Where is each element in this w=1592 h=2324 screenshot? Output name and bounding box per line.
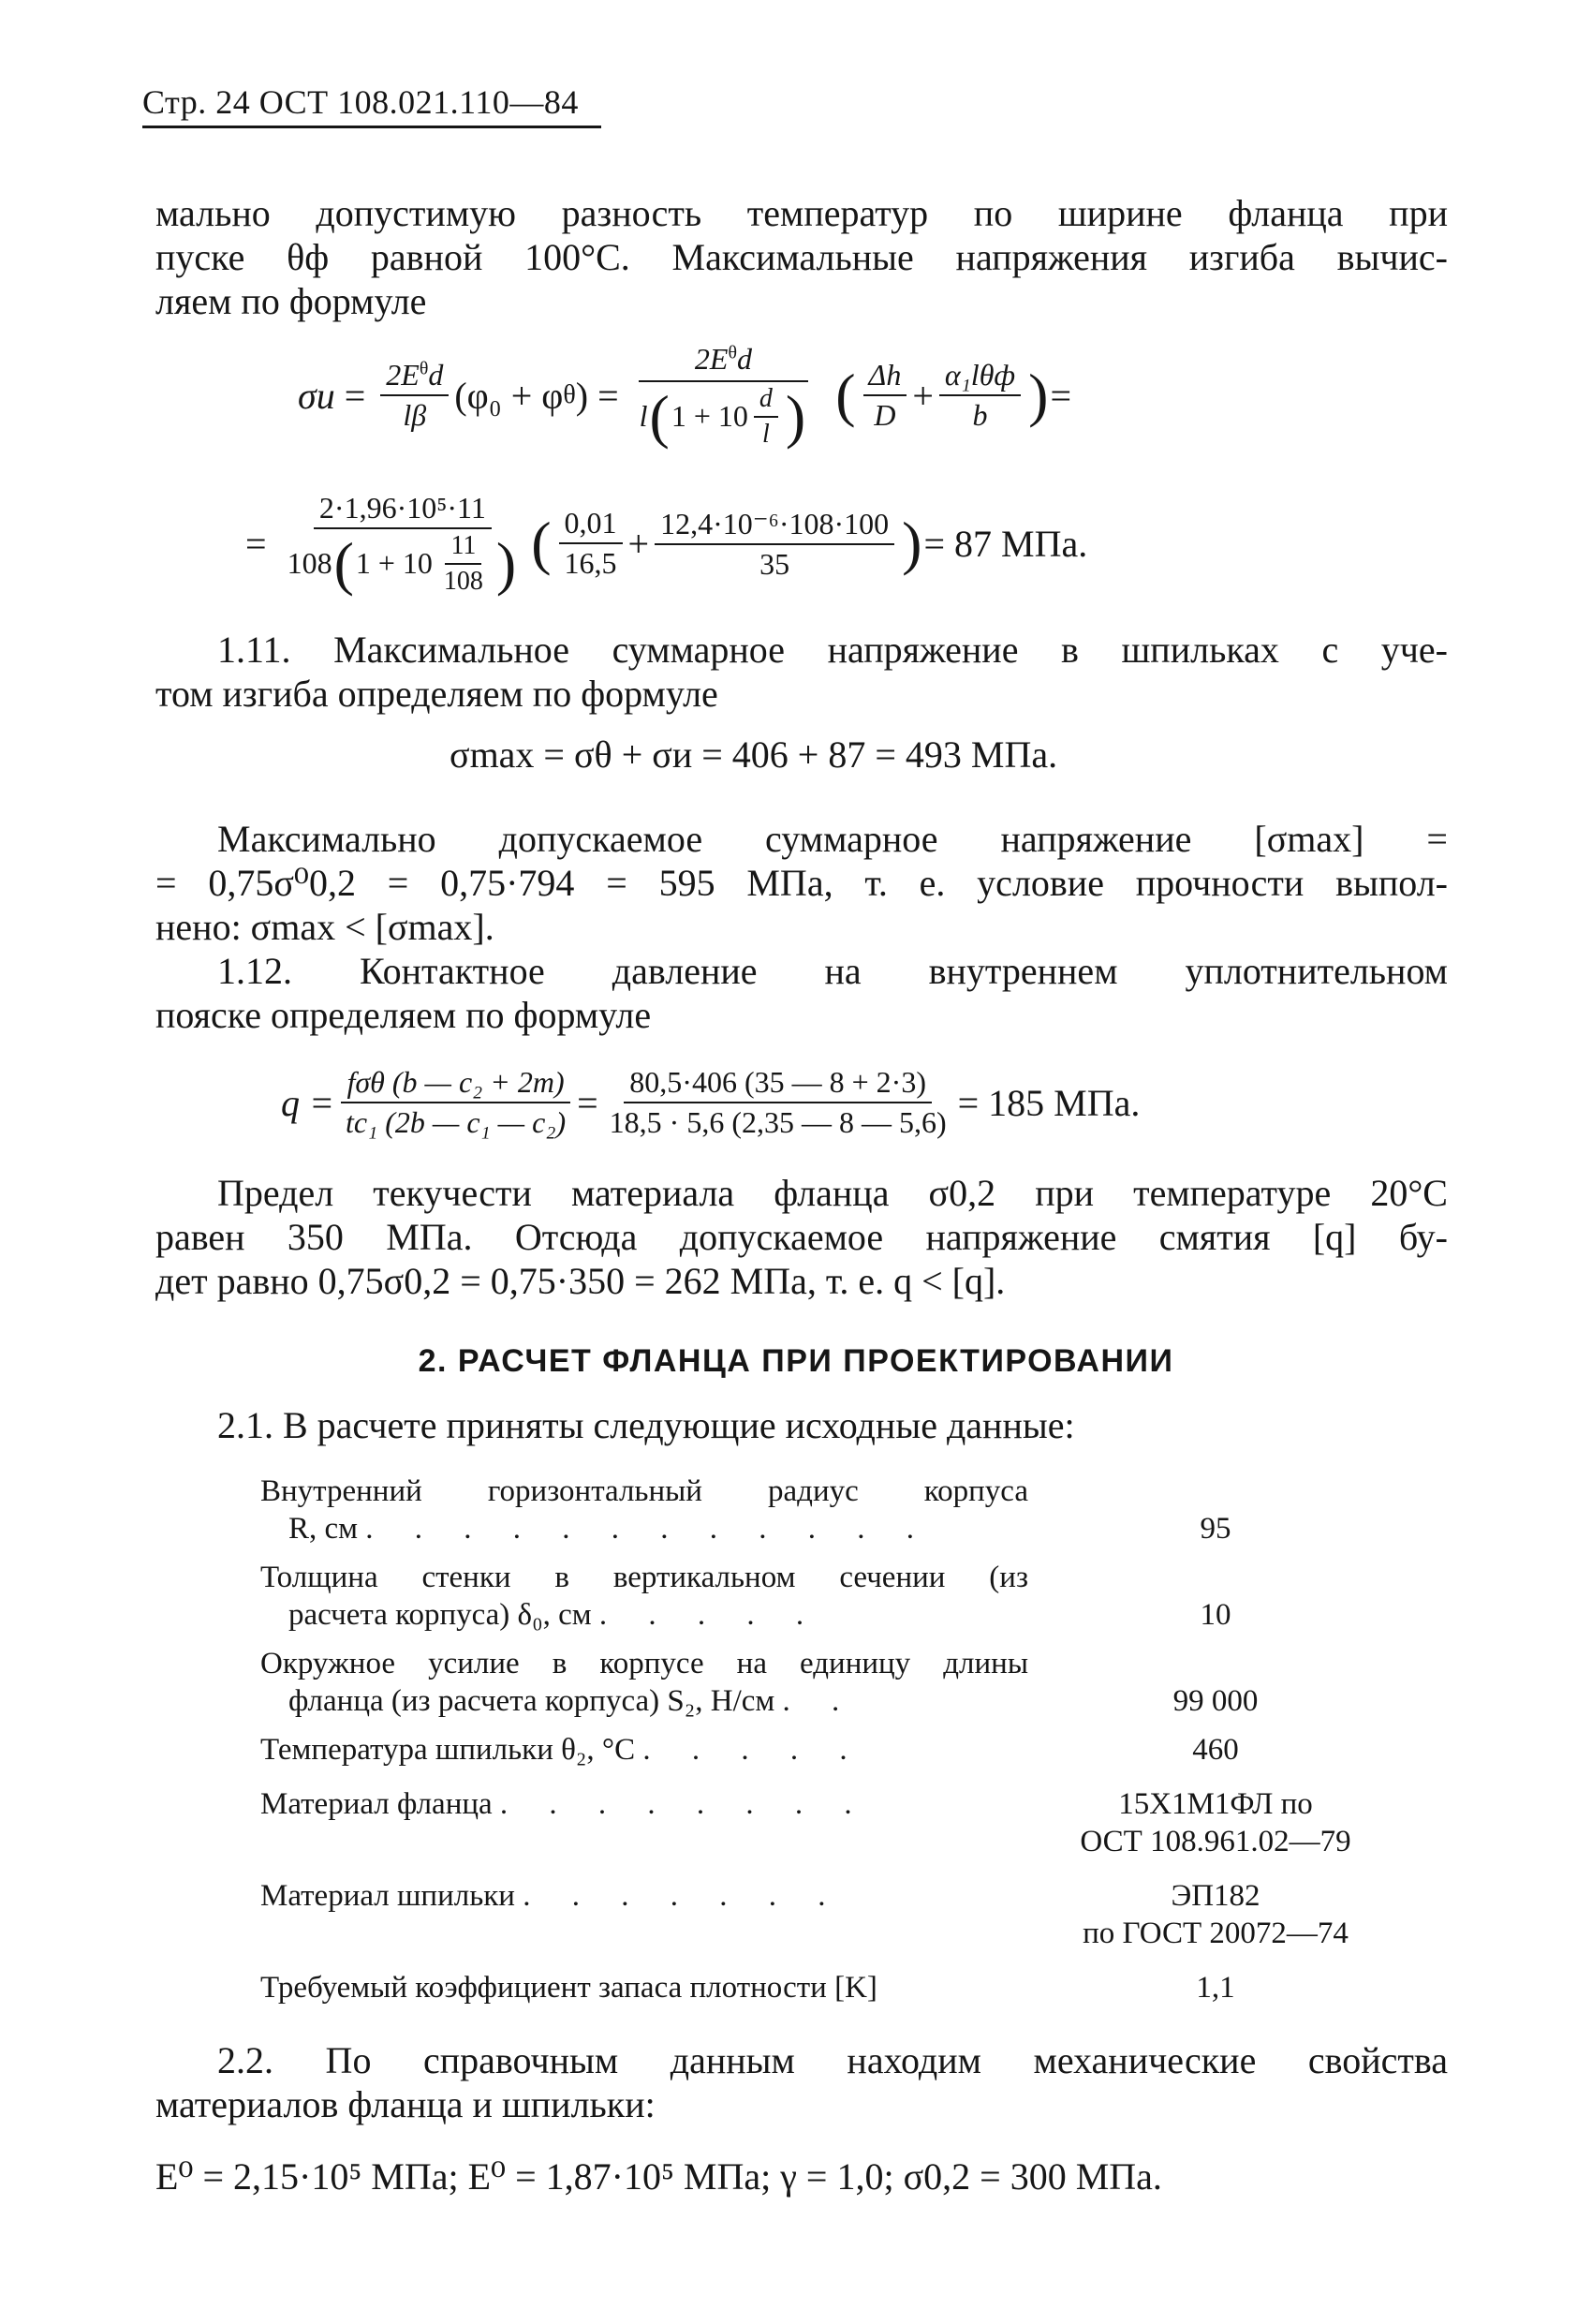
paragraph-1-11-line-1: 1.11. Максимальное суммарное напряжение в шпильках с уче- bbox=[217, 629, 1448, 671]
header-underline bbox=[142, 126, 601, 128]
paragraph-yield-line-3: дет равно 0,75σ0,2 = 0,75·350 = 262 МПа, т. е. q < [q]. bbox=[155, 1260, 1006, 1302]
section-2-title: 2. РАСЧЕТ ФЛАНЦА ПРИ ПРОЕКТИРОВАНИИ bbox=[418, 1343, 1174, 1379]
paragraph-max-line-1: Максимально допускаемое суммарное напряжение [σmax] = bbox=[217, 818, 1448, 860]
paragraph-2-2-line-2: материалов фланца и шпильки: bbox=[155, 2083, 656, 2125]
formula-max-stress: σmax = σθ + σи = 406 + 87 = 493 МПа. bbox=[450, 733, 1058, 776]
formula1-lhs: σи bbox=[298, 374, 335, 417]
page-header: Стр. 24 ОСТ 108.021.110—84 bbox=[142, 83, 579, 121]
paragraph-yield-line-1: Предел текучести материала фланца σ0,2 при температуре 20°С bbox=[217, 1172, 1448, 1214]
formula4-fraction-2: $\frac{80,5\cdot 406 (35 — 8 + 2\cdot 3)}{18,5 \cdot 5,6 (2,35 — 8 — 5,6)}$ bbox=[609, 1065, 947, 1139]
formula-bending-stress-numeric: = 2·1,96·10⁵·11 108 ( 1 + 10 $\frac{11}{108}$ ) ( $\frac{0,01}{16,5}$ + $\frac{\text{12,4·10⁻⁶·108·100}}{35}$ ) = 87 МПа. bbox=[245, 490, 1088, 597]
formula1-fraction-2: $2E^\theta d$ l ( 1 + 10 $\frac{d}{l}$ ) bbox=[634, 342, 814, 450]
formula2-fraction-1: 2·1,96·10⁵·11 108 ( 1 + 10 $\frac{11}{108}$ ) bbox=[287, 490, 517, 597]
formula2-fraction-2: $\frac{0,01}{16,5}$ bbox=[559, 506, 623, 581]
paragraph-intro-line-1: мально допустимую разность температур по ширине фланца при bbox=[155, 192, 1448, 234]
paragraph-1-12-line-2: пояске определяем по формуле bbox=[155, 994, 652, 1036]
paragraph-2-2-line-1: 2.2. По справочным данным находим механические свойства bbox=[217, 2039, 1448, 2081]
paragraph-yield-line-2: равен 350 МПа. Отсюда допускаемое напряжение смятия [q] бу- bbox=[155, 1216, 1448, 1258]
paragraph-2-1: 2.1. В расчете приняты следующие исходные данные: bbox=[217, 1404, 1075, 1446]
document-page: Стр. 24 ОСТ 108.021.110—84 мально допустимую разность температур по ширине фланца при пуске θф равной 100°С. Максимальные напряжения изгиба вычис- ляем по формуле σи = $\frac{2E^\theta d}{l\beta}$ (φ₀ + φ θ ) = $2E^\theta d$ l ( 1 + 10 $\frac{d}{l}$ ) ( $\frac{\Delta h}{D}$ + $\frac{\text{α₁lθф}}{b}$ ) = = 2·1,96·10⁵·11 108 ( 1 + 10 $\frac{11}{108}$ ) ( $\frac{0,01}{16,5}$ + $\frac{\text{12,4·10⁻⁶·108·100}}{35}$ ) = 87 МПа. 1.11. Максимальное суммарное напряжение в шпильках с уче- том изгиба определяем по формуле σmax = σθ + σи = 406 + 87 = 493 МПа. Максимально допускаемое суммарное напряжение [σmax] = = 0,75σ⁰0,2 = 0,75·794 = 595 МПа, т. е. условие прочности выпол- нено: σmax < [σmax]. 1.12. Контактное давление на внутреннем уплотнительном пояске определяем по формуле q = $\frac{\text{fσθ (b — c₂ + 2m)}}{\text{tc₁ (2b — c₁ — c₂)}}$ = $\frac{80,5\cdot 406 (35 — 8 + 2\cdot 3)}{18,5 \cdot 5,6 (2,35 — 8 — 5,6)}$ = 185 МПа. Предел текучести материала фланца σ0,2 при температуре 20°С равен 350 МПа. Отсюда допускаемое напряжение смятия [q] бу- дет равно 0,75σ0,2 = 0,75·350 = 262 МПа, т. е. q < [q]. 2. РАСЧЕТ ФЛАНЦА ПРИ ПРОЕКТИРОВАНИИ 2.1. В расчете приняты следующие исходные данные: Внутренний горизонтальный радиус корпуса R, см . . . . . . . . . . . . 95 Толщина стенки в вертикальном сечении (из расчета корпуса) δ₀, см . . . . . 10 Окружное усилие в корпусе на единицу длины фланца (из расчета корпуса) S₂, Н/см . . 99 000 Температура шпильки θ₂, °С . . . . . 460 Материал фланца . . . . . . . . 15Х1М1ФЛ по ОСТ 108.961.02—79 Материал шпильки . . . . . . . ЭП182 по ГОСТ 20072—74 Требуемый коэффициент запаса плотности [K] 1,1 2.2. По справочным данным находим механические свойства материалов фланца и шпильки: E⁰ = 2,15·10⁵ МПа; E⁰ = 1,87·10⁵ МПа; γ = 1,0; σ0,2 = 300 МПа. bbox=[0, 0, 1592, 2324]
formula1-fraction-1: $\frac{2E^\theta d}{l\beta}$ bbox=[380, 358, 449, 433]
paragraph-1-11-line-2: том изгиба определяем по формуле bbox=[155, 673, 718, 715]
formula-bending-stress: σи = $\frac{2E^\theta d}{l\beta}$ (φ₀ + φ θ ) = $2E^\theta d$ l ( 1 + 10 $\frac{d}{l}$ ) ( $\frac{\Delta h}{D}$ + $\frac{\text{α₁lθф}}{b}$ ) = bbox=[298, 341, 1071, 450]
formula-contact-pressure: q = $\frac{\text{fσθ (b — c₂ + 2m)}}{\text{tc₁ (2b — c₁ — c₂)}}$ = $\frac{80,5\cdot 406 (35 — 8 + 2\cdot 3)}{18,5 \cdot 5,6 (2,35 — 8 — 5,6)}$ = 185 МПа. bbox=[281, 1065, 1141, 1139]
paragraph-intro-line-3: ляем по формуле bbox=[155, 280, 427, 322]
formula4-fraction-1: $\frac{\text{fσθ (b — c₂ + 2m)}}{\text{tc₁ (2b — c₁ — c₂)}}$ bbox=[340, 1065, 571, 1140]
paragraph-1-12-line-1: 1.12. Контактное давление на внутреннем уплотнительном bbox=[217, 950, 1448, 992]
formula4-result: = 185 МПа. bbox=[957, 1081, 1141, 1124]
paragraph-max-line-2: = 0,75σ⁰0,2 = 0,75·794 = 595 МПа, т. е. условие прочности выпол- bbox=[155, 862, 1448, 904]
formula2-fraction-3: $\frac{\text{12,4·10⁻⁶·108·100}}{35}$ bbox=[655, 506, 894, 582]
formula1-fraction-3: $\frac{\Delta h}{D}$ bbox=[863, 358, 907, 433]
paragraph-max-line-3: нено: σmax < [σmax]. bbox=[155, 906, 494, 948]
formula-material-properties: E⁰ = 2,15·10⁵ МПа; E⁰ = 1,87·10⁵ МПа; γ = 1,0; σ0,2 = 300 МПа. bbox=[155, 2155, 1162, 2198]
formula1-fraction-4: $\frac{\text{α₁lθф}}{b}$ bbox=[939, 358, 1021, 433]
paragraph-intro-line-2: пуске θф равной 100°С. Максимальные напряжения изгиба вычис- bbox=[155, 236, 1448, 278]
formula2-result: = 87 МПа. bbox=[923, 522, 1088, 565]
